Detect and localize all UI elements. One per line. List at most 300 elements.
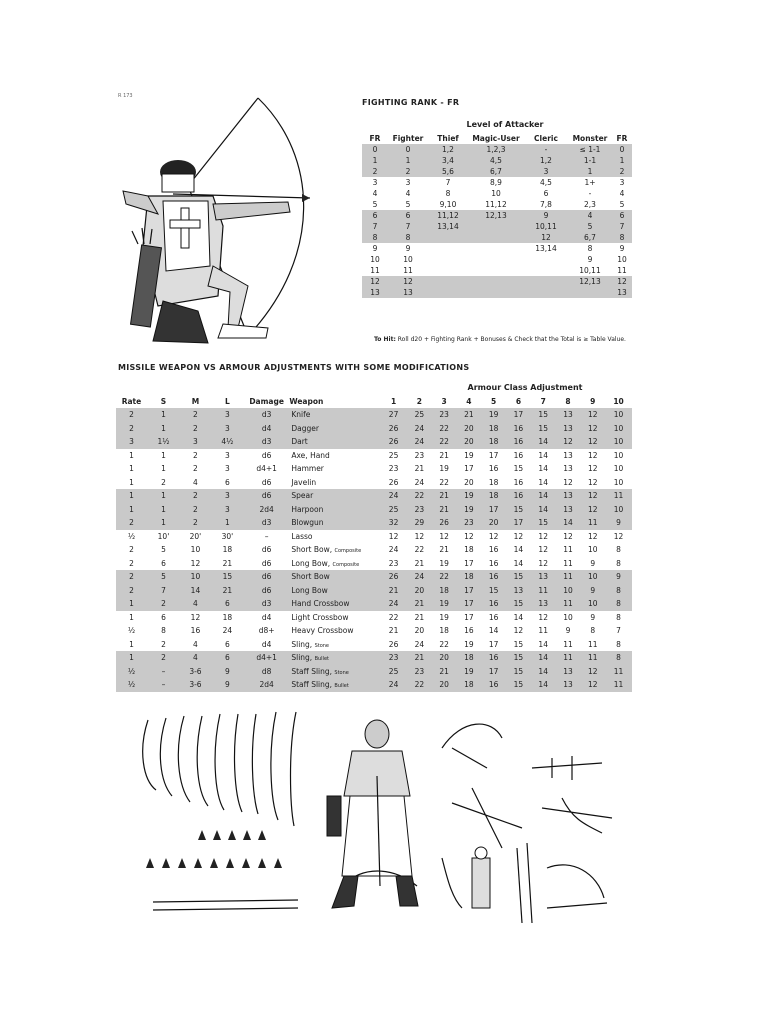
mw-ac-cell: 24 xyxy=(414,639,425,649)
weapon-name: Short Bow, xyxy=(291,545,333,555)
mw-ac-cell: 7 xyxy=(616,626,621,636)
mw-ac-cell: 18 xyxy=(457,570,482,584)
mw-ac-cell: 21 xyxy=(439,450,449,460)
fr-cell: 2 xyxy=(362,166,388,177)
fr-cell: 9 xyxy=(587,255,593,264)
mw-cell: d4 xyxy=(244,422,289,436)
mw-ac-cell: 15 xyxy=(513,464,524,474)
mw-weapon-cell xyxy=(289,462,380,476)
mw-cell: 1 xyxy=(129,639,134,649)
mw-ac-cell: 18 xyxy=(481,489,506,503)
mw-cell: 6 xyxy=(211,651,244,665)
mw-ac-cell: 13 xyxy=(563,450,573,460)
mw-ac-cell: 18 xyxy=(481,422,506,436)
mw-cell: d8 xyxy=(244,665,289,679)
mw-ac-cell: 10 xyxy=(580,597,605,611)
fr-cell: 9,10 xyxy=(439,200,457,209)
fr-cell: 11 xyxy=(617,266,627,275)
mw-header-cell: 1 xyxy=(390,397,397,406)
mw-cell: d6 xyxy=(261,558,272,568)
fr-cell: 2 xyxy=(612,166,632,177)
fr-cell: 1-1 xyxy=(568,155,612,166)
weapon-name: Long Bow, xyxy=(291,558,331,568)
weapon-name: Staff Sling, xyxy=(291,666,333,676)
mw-ac-cell: 12 xyxy=(580,665,605,679)
mw-cell: 1½ xyxy=(147,435,180,449)
mw-ac-cell: 9 xyxy=(580,584,605,598)
mw-ac-cell: 16 xyxy=(464,626,474,636)
mw-ac-cell: 12 xyxy=(587,477,598,487)
mw-ac-cell: 8 xyxy=(605,584,632,598)
mw-ac-cell: 24 xyxy=(380,489,407,503)
mw-ac-cell: 14 xyxy=(531,678,556,692)
mw-ac-cell: 26 xyxy=(380,422,407,436)
mw-ac-cell: 12 xyxy=(580,435,605,449)
fr-row xyxy=(362,254,632,265)
fr-cell: 13 xyxy=(612,287,632,298)
mw-ac-cell: 24 xyxy=(407,422,432,436)
mw-weapon-cell xyxy=(289,543,380,557)
mw-ac-cell: 22 xyxy=(432,570,457,584)
fr-cell: 4 xyxy=(372,189,378,198)
mw-ac-cell: 24 xyxy=(407,435,432,449)
mw-ac-cell: 12 xyxy=(580,422,605,436)
mw-cell: d3 xyxy=(244,435,289,449)
mw-weapon-cell xyxy=(289,597,380,611)
mw-cell: 10' xyxy=(157,531,170,541)
mw-ac-cell: 11 xyxy=(556,597,581,611)
mw-ac-cell: 9 xyxy=(590,558,596,568)
mw-cell: d3 xyxy=(244,516,289,530)
fr-cell: - xyxy=(588,189,592,198)
weapon-note: Composite xyxy=(334,548,362,555)
fr-cell: 8 xyxy=(612,232,632,243)
mw-ac-cell: 14 xyxy=(513,612,524,622)
mw-row xyxy=(116,624,632,638)
fr-cell: 13,14 xyxy=(535,244,557,253)
mw-ac-cell: 24 xyxy=(414,477,425,487)
mw-cell: 4 xyxy=(193,639,198,649)
mw-ac-cell: 15 xyxy=(531,408,556,422)
mw-cell: 20' xyxy=(189,531,202,541)
fr-cell: 10 xyxy=(370,255,380,264)
mw-cell: d6 xyxy=(261,477,272,487)
mw-ac-cell: 12 xyxy=(439,531,449,541)
mw-ac-cell: 11 xyxy=(563,639,573,649)
mw-ac-cell: 12 xyxy=(587,531,598,541)
mw-row xyxy=(116,584,632,598)
fr-row xyxy=(362,188,632,199)
mw-cell: 15 xyxy=(211,570,244,584)
mw-cell: 1 xyxy=(116,503,147,517)
mw-ac-cell: 20 xyxy=(432,651,457,665)
mw-weapon-cell xyxy=(289,570,380,584)
fr-cell xyxy=(468,243,524,254)
mw-ac-cell: 10 xyxy=(580,570,605,584)
mw-ac-cell: 29 xyxy=(407,516,432,530)
mw-cell: d4 xyxy=(261,639,272,649)
mw-ac-cell: 21 xyxy=(388,626,399,636)
mw-ac-cell: 8 xyxy=(605,651,632,665)
fr-cell: 13 xyxy=(388,287,428,298)
mw-row xyxy=(116,462,632,476)
mw-weapon-cell xyxy=(289,651,380,665)
mw-cell: 3 xyxy=(211,422,244,436)
fr-cell: 5 xyxy=(405,200,411,209)
mw-ac-cell: 13 xyxy=(556,503,581,517)
weapon-name: Knife xyxy=(291,410,311,420)
fr-cell xyxy=(428,243,468,254)
mw-cell: 1 xyxy=(161,464,166,474)
mw-header-cell: 4 xyxy=(466,397,472,406)
mw-cell: 3 xyxy=(211,408,244,422)
mw-row xyxy=(116,516,632,530)
mw-header-cell: 6 xyxy=(515,397,522,406)
fr-cell: 5,6 xyxy=(428,166,468,177)
mw-cell: 9 xyxy=(211,665,244,679)
mw-cell: 6 xyxy=(225,639,230,649)
mw-cell: 3 xyxy=(211,503,244,517)
mw-ac-cell: 19 xyxy=(457,489,482,503)
mw-cell: 3 xyxy=(211,489,244,503)
mw-cell: 18 xyxy=(222,545,233,555)
fr-header-row xyxy=(362,132,632,144)
mw-cell: 2 xyxy=(116,516,147,530)
mw-row xyxy=(116,435,632,449)
fr-cell xyxy=(468,276,524,287)
mw-row xyxy=(116,678,632,692)
mw-ac-cell: 11 xyxy=(605,489,632,503)
mw-ac-cell: 16 xyxy=(506,422,531,436)
mw-ac-cell: 19 xyxy=(439,558,449,568)
mw-weapon-cell xyxy=(289,489,380,503)
mw-row xyxy=(116,530,632,544)
mw-cell: d3 xyxy=(244,408,289,422)
mw-header-cell: L xyxy=(225,397,230,406)
mw-cell: d4+1 xyxy=(244,651,289,665)
fr-cell: 12 xyxy=(612,276,632,287)
mw-ac-cell: 15 xyxy=(481,584,506,598)
mw-ac-cell: 24 xyxy=(407,570,432,584)
mw-ac-cell: 16 xyxy=(481,678,506,692)
mw-ac-cell: 10 xyxy=(613,450,624,460)
mw-cell: 6 xyxy=(161,612,166,622)
fr-row xyxy=(362,155,632,166)
mw-weapon-cell xyxy=(289,665,380,679)
mw-ac-cell: 12 xyxy=(464,531,474,541)
mw-cell: ½ xyxy=(127,531,136,541)
mw-cell: 2 xyxy=(180,408,211,422)
mw-cell: 2d4 xyxy=(244,503,289,517)
fr-cell: 7 xyxy=(612,221,632,232)
fr-row xyxy=(362,144,632,155)
mw-ac-cell: 12 xyxy=(414,531,425,541)
mw-ac-cell: 23 xyxy=(414,450,425,460)
mw-ac-cell: 8 xyxy=(590,626,596,636)
mw-weapon-cell xyxy=(289,503,380,517)
mw-ac-cell: 8 xyxy=(605,597,632,611)
mw-cell: 1 xyxy=(147,408,180,422)
mw-cell: 18 xyxy=(222,612,233,622)
mw-ac-cell: 26 xyxy=(388,477,399,487)
mw-weapon-cell xyxy=(289,611,380,625)
mw-ac-cell: 22 xyxy=(439,477,449,487)
mw-cell: 1 xyxy=(211,516,244,530)
mw-ac-cell: 26 xyxy=(380,570,407,584)
fr-cell: 6 xyxy=(388,210,428,221)
fr-cell: 8,9 xyxy=(490,178,502,187)
fr-cell: 8 xyxy=(362,232,388,243)
mw-cell: 1 xyxy=(147,516,180,530)
mw-cell: 3-6 xyxy=(180,678,211,692)
mw-cell: d4 xyxy=(261,612,272,622)
mw-ac-cell: 11 xyxy=(531,584,556,598)
mw-ac-cell: 11 xyxy=(563,558,573,568)
mw-ac-cell: 16 xyxy=(506,489,531,503)
mw-ac-cell: 23 xyxy=(380,651,407,665)
mw-cell: 2 xyxy=(161,639,166,649)
mw-ac-cell: 12 xyxy=(563,531,573,541)
mw-ac-cell: 16 xyxy=(481,570,506,584)
mw-ac-cell: 22 xyxy=(407,678,432,692)
mw-cell: 2 xyxy=(129,545,134,555)
mw-cell: 2 xyxy=(116,422,147,436)
fr-cell: 6,7 xyxy=(568,232,612,243)
mw-ac-cell: 15 xyxy=(506,678,531,692)
fr-header-cell: Cleric xyxy=(534,133,558,143)
mw-header-cell: Rate xyxy=(121,397,142,406)
mw-ac-cell: 22 xyxy=(388,612,399,622)
mw-ac-cell: 12 xyxy=(513,626,524,636)
mw-cell: 4 xyxy=(180,597,211,611)
fr-cell: 1 xyxy=(612,155,632,166)
fr-cell xyxy=(468,221,524,232)
mw-ac-cell: 20 xyxy=(481,516,506,530)
fr-cell: 1,2 xyxy=(428,144,468,155)
mw-cell: 2 xyxy=(116,570,147,584)
mw-ac-cell: 18 xyxy=(464,545,474,555)
fr-body xyxy=(362,144,632,298)
fr-cell: 1 xyxy=(568,166,612,177)
mw-cell: 8 xyxy=(161,626,166,636)
fr-cell xyxy=(428,232,468,243)
mw-ac-cell: 13 xyxy=(506,584,531,598)
mw-cell: 3 xyxy=(225,450,230,460)
mw-ac-cell: 8 xyxy=(616,612,621,622)
mw-ac-cell: 21 xyxy=(414,464,425,474)
fr-cell: 12,13 xyxy=(468,210,524,221)
mw-ac-cell: 25 xyxy=(380,665,407,679)
mw-ac-cell: 11 xyxy=(563,545,573,555)
mw-ac-cell: 17 xyxy=(506,516,531,530)
weapon-note: Bullet xyxy=(334,683,349,690)
fr-row xyxy=(362,210,632,221)
mw-ac-cell: 13 xyxy=(531,597,556,611)
fr-cell: 7 xyxy=(362,221,388,232)
mw-cell: ½ xyxy=(127,626,136,636)
mw-ac-cell: 9 xyxy=(605,570,632,584)
mw-cell: 2 xyxy=(161,477,166,487)
mw-ac-cell: 26 xyxy=(432,516,457,530)
mw-weapon-cell xyxy=(289,422,380,436)
mw-cell: 1 xyxy=(147,489,180,503)
mw-ac-cell: 21 xyxy=(414,558,425,568)
weapon-name: Spear xyxy=(291,491,314,501)
mw-header-cell: Damage xyxy=(249,397,284,406)
mw-cell: 2d4 xyxy=(244,678,289,692)
mw-ac-cell: 12 xyxy=(538,545,548,555)
mw-header-cell: 10 xyxy=(613,397,624,406)
fr-cell: 13,14 xyxy=(428,221,468,232)
fr-cell: 0 xyxy=(388,144,428,155)
mw-ac-cell: 23 xyxy=(388,464,399,474)
mw-ac-cell: 14 xyxy=(531,435,556,449)
fr-cell: 9 xyxy=(405,244,411,253)
fr-cell: 1 xyxy=(362,155,388,166)
mw-cell: 7 xyxy=(147,584,180,598)
mw-cell: 21 xyxy=(222,558,233,568)
mw-ac-cell: 15 xyxy=(531,422,556,436)
fr-cell xyxy=(428,287,468,298)
mw-cell: 2 xyxy=(193,464,198,474)
fr-cell: 11,12 xyxy=(485,200,507,209)
mw-ac-cell: 20 xyxy=(407,584,432,598)
mw-ac-cell: 15 xyxy=(506,570,531,584)
to-hit-text: Roll d20 + Fighting Rank + Bonuses & Check that the Total is ≥ Table Value. xyxy=(397,336,626,343)
mw-header-cell: 8 xyxy=(565,397,571,406)
weapon-name: Javelin xyxy=(291,477,317,487)
mw-ac-cell: 11 xyxy=(605,665,632,679)
mw-cell: 12 xyxy=(190,612,201,622)
weapon-name: Dagger xyxy=(291,423,319,433)
mw-ac-cell: 17 xyxy=(481,665,506,679)
mw-ac-cell: 12 xyxy=(580,408,605,422)
crossbow-diagrams-illustration xyxy=(432,708,622,938)
fr-cell: 7,8 xyxy=(540,200,552,209)
fr-cell: 4 xyxy=(568,210,612,221)
mw-weapon-cell xyxy=(289,584,380,598)
mw-header-row xyxy=(116,395,632,408)
mw-ac-cell: 21 xyxy=(439,545,449,555)
mw-ac-cell: 13 xyxy=(556,665,581,679)
fr-cell xyxy=(524,287,568,298)
fr-cell: 5 xyxy=(568,221,612,232)
mw-ac-cell: 14 xyxy=(538,464,548,474)
fr-cell: 13 xyxy=(362,287,388,298)
mw-cell: 4 xyxy=(193,477,198,487)
weapon-name: Staff Sling, xyxy=(291,680,333,690)
fighting-rank-title: FIGHTING RANK - FR xyxy=(362,98,460,107)
mw-weapon-cell xyxy=(289,516,380,530)
mw-ac-cell: 11 xyxy=(538,626,548,636)
mw-ac-cell: 18 xyxy=(481,435,506,449)
mw-ac-cell: 20 xyxy=(457,422,482,436)
fr-cell: 3 xyxy=(524,166,568,177)
fr-cell: 1,2 xyxy=(524,155,568,166)
mw-ac-cell: 11 xyxy=(580,516,605,530)
mw-ac-cell: 16 xyxy=(488,612,499,622)
mw-cell: d6 xyxy=(261,545,272,555)
mw-row xyxy=(116,638,632,652)
weapon-name: Heavy Crossbow xyxy=(291,626,354,636)
mw-cell: d4+1 xyxy=(256,464,277,474)
fr-cell xyxy=(468,265,524,276)
fr-cell: 8 xyxy=(445,189,451,198)
mw-ac-cell: 17 xyxy=(488,450,499,460)
mw-ac-cell: 16 xyxy=(481,597,506,611)
mw-cell: 2 xyxy=(129,558,134,568)
fr-cell: 11 xyxy=(403,266,413,275)
mw-ac-cell: 13 xyxy=(531,570,556,584)
mw-cell: 6 xyxy=(161,558,166,568)
fr-cell xyxy=(524,276,568,287)
fr-row xyxy=(362,166,632,177)
mw-cell: – xyxy=(147,678,180,692)
mw-ac-cell: 10 xyxy=(587,545,598,555)
page-mark: R 173 xyxy=(118,93,133,99)
fr-cell xyxy=(568,287,612,298)
mw-cell: 2 xyxy=(180,516,211,530)
mw-ac-cell: 23 xyxy=(407,503,432,517)
fr-header-cell: Monster xyxy=(572,133,608,143)
fr-cell: 9 xyxy=(524,210,568,221)
fr-cell: 3,4 xyxy=(428,155,468,166)
fr-cell: 10,11 xyxy=(579,266,601,275)
mw-weapon-cell xyxy=(289,678,380,692)
mw-cell: 2 xyxy=(180,489,211,503)
mw-cell: 2 xyxy=(116,584,147,598)
mw-ac-cell: 24 xyxy=(380,678,407,692)
archer-illustration xyxy=(118,96,318,346)
mw-ac-cell: 14 xyxy=(531,503,556,517)
fr-cell xyxy=(468,287,524,298)
mw-cell: 10 xyxy=(180,570,211,584)
mw-cell: 1 xyxy=(147,422,180,436)
fr-cell xyxy=(428,276,468,287)
mw-row xyxy=(116,503,632,517)
fr-row xyxy=(362,276,632,287)
mw-row xyxy=(116,597,632,611)
fr-cell: 8 xyxy=(388,232,428,243)
fr-cell: 7 xyxy=(445,178,451,187)
mw-ac-cell: 22 xyxy=(407,489,432,503)
mw-cell: 24 xyxy=(222,626,233,636)
mw-ac-cell: 12 xyxy=(613,531,624,541)
mw-ac-cell: 16 xyxy=(488,464,499,474)
mw-weapon-cell xyxy=(289,408,380,422)
fr-cell: 4,5 xyxy=(468,155,524,166)
mw-ac-cell: 22 xyxy=(414,545,425,555)
mw-cell: 14 xyxy=(180,584,211,598)
mw-ac-cell: 13 xyxy=(556,422,581,436)
mw-cell: 1 xyxy=(129,450,134,460)
mw-row xyxy=(116,489,632,503)
mw-ac-cell: 19 xyxy=(464,639,474,649)
mw-ac-cell: 17 xyxy=(506,408,531,422)
fr-cell: 12 xyxy=(388,276,428,287)
fr-cell: 4 xyxy=(619,189,625,198)
mw-ac-cell: 13 xyxy=(556,408,581,422)
mw-cell: 4 xyxy=(180,651,211,665)
mw-ac-cell: 21 xyxy=(432,503,457,517)
mw-cell: 3 xyxy=(180,435,211,449)
fr-cell: 1 xyxy=(388,155,428,166)
mw-cell: 2 xyxy=(180,503,211,517)
fr-header-cell: Thief xyxy=(437,133,459,143)
mw-row xyxy=(116,611,632,625)
mw-row xyxy=(116,570,632,584)
mw-ac-cell: 26 xyxy=(388,639,399,649)
